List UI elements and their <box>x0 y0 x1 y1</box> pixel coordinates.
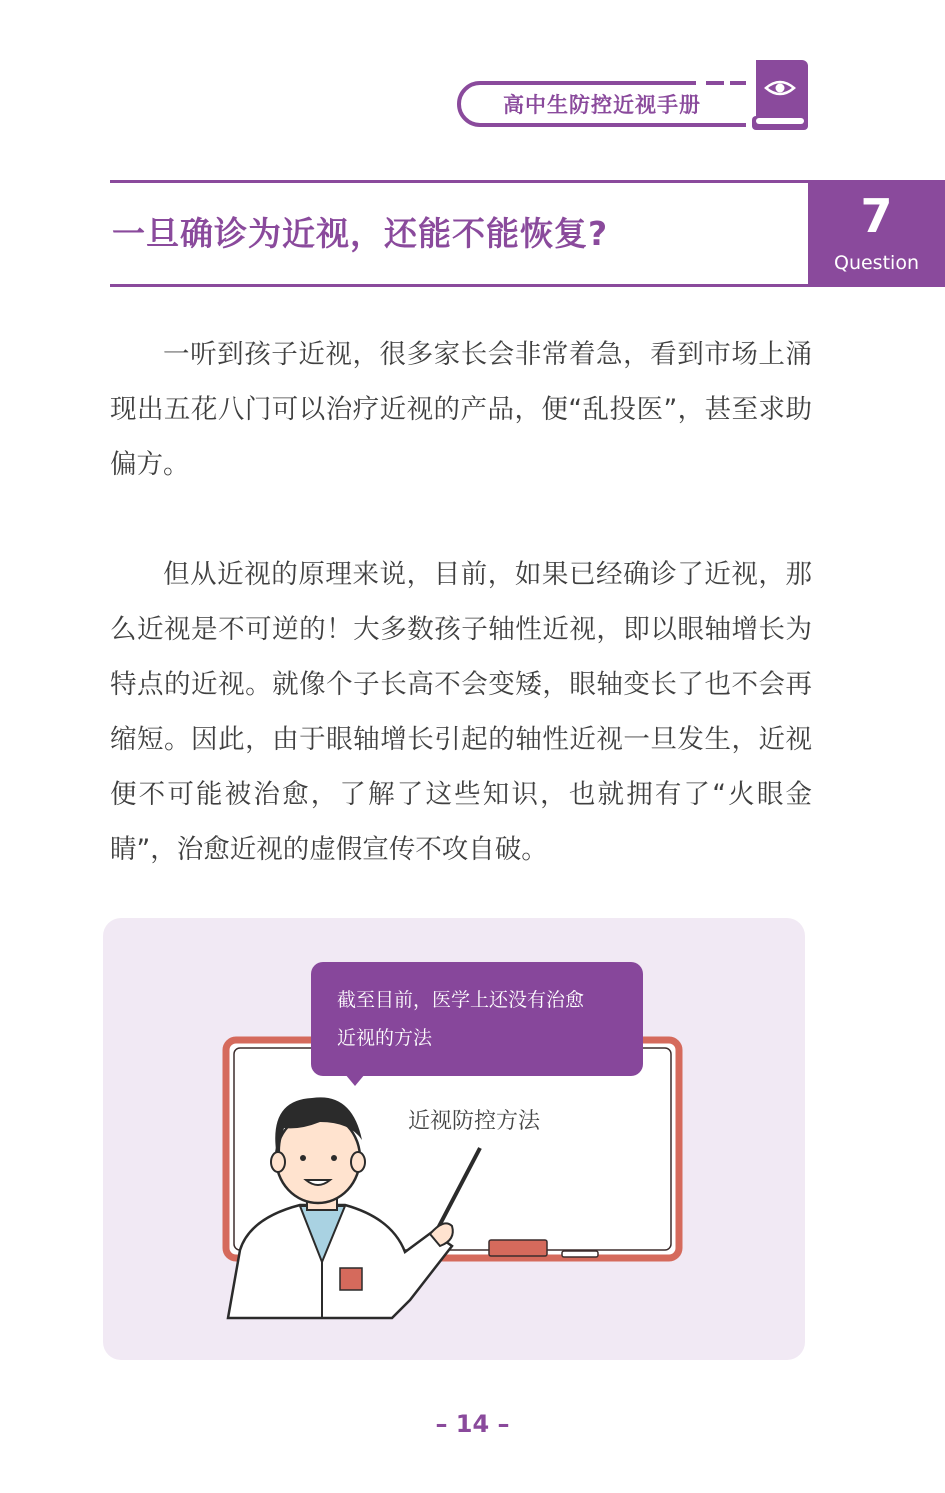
question-label: Question <box>834 252 919 274</box>
bubble-line-1: 截至目前，医学上还没有治愈 <box>337 989 585 1011</box>
speech-bubble <box>311 962 643 1076</box>
marker-icon <box>562 1251 598 1257</box>
whiteboard-text: 近视防控方法 <box>408 1109 541 1134</box>
eraser-icon <box>489 1240 547 1256</box>
page-number: – 14 – <box>435 1410 510 1438</box>
bubble-line-2: 近视的方法 <box>337 1027 433 1049</box>
paragraph-1: 一听到孩子近视，很多家长会非常着急，看到市场上涌现出五花八门可以治疗近视的产品，便“乱投医”，甚至求助偏方。 <box>110 339 812 480</box>
paragraph-2: 但从近视的原理来说，目前，如果已经确诊了近视，那么近视是不可逆的！大多数孩子轴性近视，即以眼轴增长为特点的近视。就像个子长高不会变矮，眼轴变长了也不会再缩短。因此，由于眼轴增长引起的轴性近视一旦发生，近视便不可能被治愈，了解了这些知识，也就拥有了“火眼金睛”，治愈近视的虚假宣传不攻自破。 <box>110 559 812 865</box>
handbook-title: 高中生防控近视手册 <box>503 93 701 117</box>
speech-bubble-tail <box>345 1074 365 1086</box>
badge-icon <box>340 1268 362 1290</box>
question-title: 一旦确诊为近视，还能不能恢复? <box>112 214 609 253</box>
question-number: 7 <box>860 189 893 243</box>
